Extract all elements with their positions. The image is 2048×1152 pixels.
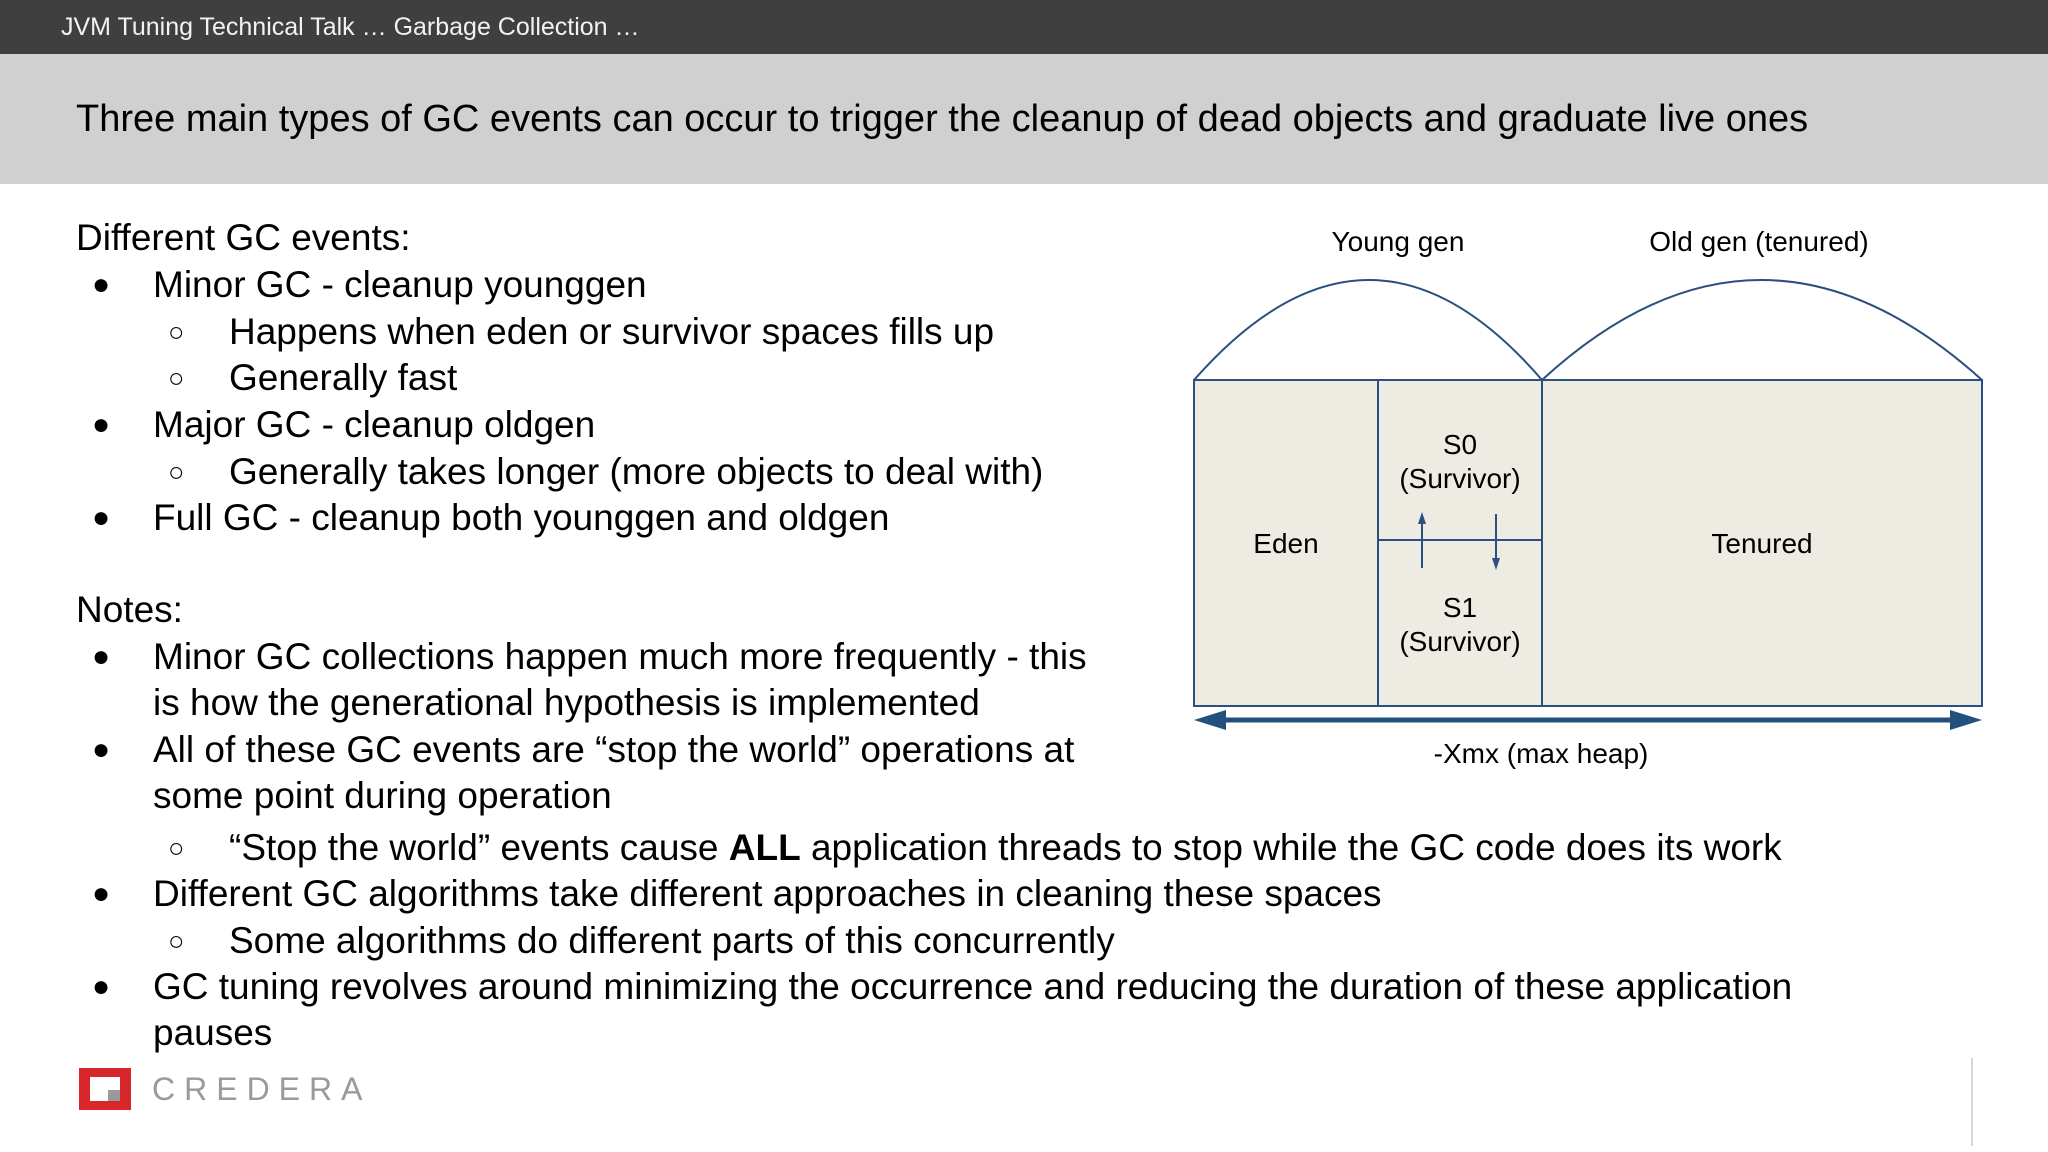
full-gc-item: Full GC - cleanup both younggen and oldgen — [153, 497, 890, 538]
bullet-icon: ● — [92, 877, 111, 910]
young-gen-label: Young gen — [1331, 226, 1465, 257]
bullet-icon: ● — [92, 501, 111, 534]
subbullet-icon: ○ — [168, 926, 185, 956]
note-4-line-2: pauses — [153, 1012, 273, 1053]
note-1-line-2: is how the generational hypothesis is implemented — [153, 682, 980, 723]
bullet-icon: ● — [92, 733, 111, 766]
s1-survivor-label: (Survivor) — [1399, 626, 1521, 657]
notes-heading: Notes: — [76, 589, 183, 630]
note-2-sub-pre: “Stop the world” events cause — [229, 827, 729, 868]
tenured-label: Tenured — [1711, 528, 1813, 559]
subbullet-icon: ○ — [168, 457, 185, 487]
s0-label: S0 — [1442, 429, 1478, 460]
s0-box — [1378, 380, 1542, 540]
note-1-line-1: Minor GC collections happen much more frequently - this — [153, 636, 1087, 677]
major-gc-sub-1: Generally takes longer (more objects to deal with) — [229, 451, 1044, 492]
events-heading: Different GC events: — [76, 217, 411, 258]
divider — [1971, 1058, 1973, 1146]
bullet-icon: ● — [92, 268, 111, 301]
eden-label: Eden — [1253, 528, 1319, 559]
note-2-sub-bold: ALL — [728, 827, 801, 868]
slide-title: Three main types of GC events can occur to trigger the cleanup of dead objects and graduate live ones — [76, 98, 1809, 140]
subbullet-icon: ○ — [168, 833, 185, 863]
xmx-label: -Xmx (max heap) — [1433, 738, 1649, 769]
s1-label: S1 — [1442, 592, 1478, 623]
minor-gc-sub-1: Happens when eden or survivor spaces fills up — [229, 311, 995, 352]
note-3-sub: Some algorithms do different parts of this concurrently — [229, 920, 1115, 961]
s1-box — [1378, 540, 1542, 706]
credera-logo-icon — [79, 1068, 131, 1110]
max-heap-arrow-icon — [1194, 710, 1982, 730]
breadcrumb: JVM Tuning Technical Talk … Garbage Collection … — [61, 13, 640, 41]
note-3: Different GC algorithms take different approaches in cleaning these spaces — [153, 873, 1382, 914]
note-2-line-1: All of these GC events are “stop the world” operations at — [153, 729, 1075, 770]
note-2-line-2: some point during operation — [153, 775, 612, 816]
young-gen-brace — [1194, 280, 1542, 380]
bullet-icon: ● — [92, 640, 111, 673]
minor-gc-sub-2: Generally fast — [229, 357, 458, 398]
bullet-icon: ● — [92, 970, 111, 1003]
subbullet-icon: ○ — [168, 317, 185, 347]
bullet-icon: ● — [92, 408, 111, 441]
subbullet-icon: ○ — [168, 363, 185, 393]
s0-survivor-label: (Survivor) — [1399, 463, 1521, 494]
logo-wordmark: CREDERA — [152, 1071, 372, 1107]
minor-gc-item: Minor GC - cleanup younggen — [153, 264, 647, 305]
old-gen-label: Old gen (tenured) — [1649, 226, 1869, 257]
note-2-sub-post: application threads to stop while the GC code does its work — [800, 827, 1782, 868]
old-gen-brace — [1542, 280, 1982, 380]
major-gc-item: Major GC - cleanup oldgen — [153, 404, 596, 445]
note-4-line-1: GC tuning revolves around minimizing the occurrence and reducing the duration of these application — [153, 966, 1793, 1007]
